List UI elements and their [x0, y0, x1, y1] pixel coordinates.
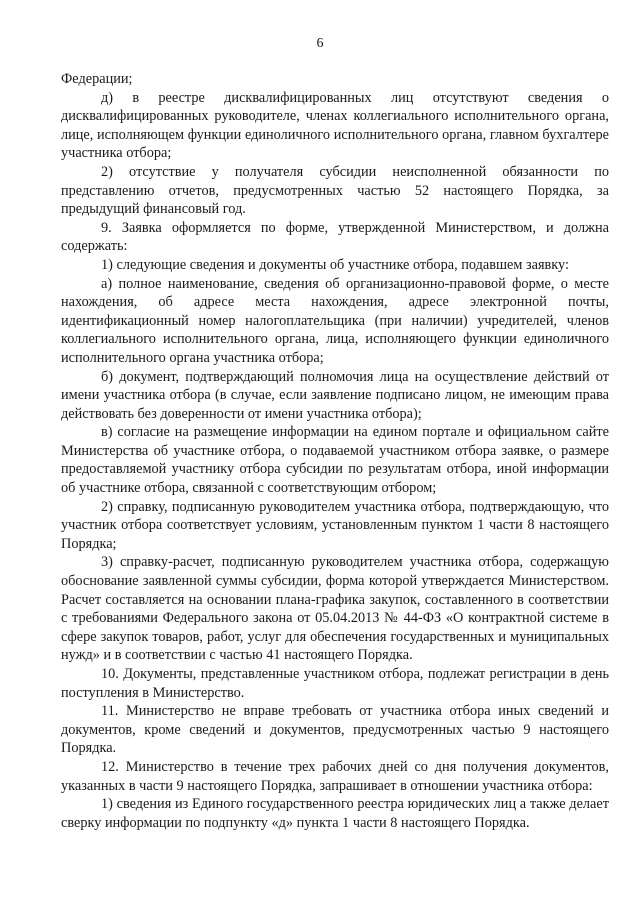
paragraph-9-2: 2) справку, подписанную руководителем участника отбора, подтверждающую, что участник отбора соответствует условиям, установленным пунктом 1 части 8 настоящего Порядка;: [61, 498, 609, 552]
paragraph-9-1: 1) следующие сведения и документы об участнике отбора, подавшем заявку:: [101, 256, 569, 273]
paragraph-9-1-a: а) полное наименование, сведения об организационно-правовой форме, о месте нахождения, об адресе места нахождения, адресе электронной почты, идентификационный номер налогоплательщика (при наличии) учредителей, членов коллегиального исполнительного органа, лица, исполняющего функции единоличного исполнительного органа участника отбора;: [61, 275, 609, 366]
paragraph-12: 12. Министерство в течение трех рабочих дней со дня получения документов, указанных в части 9 настоящего Порядка, запрашивает в отношении участника отбора:: [61, 758, 609, 794]
page-number: 6: [316, 36, 324, 51]
paragraph-9-1-b: б) документ, подтверждающий полномочия лица на осуществление действий от имени участника отбора (в случае, если заявление подписано лицом, не имеющим права действовать без доверенности от имени участника отбора);: [61, 368, 609, 422]
paragraph-9: 9. Заявка оформляется по форме, утвержденной Министерством, и должна содержать:: [61, 219, 609, 255]
paragraph-8-1-d: д) в реестре дисквалифицированных лиц отсутствуют сведения о дисквалифицированных руководителе, членах коллегиального исполнительного органа, лице, исполняющем функции единоличного исполнительного органа, главном бухгалтере участника отбора;: [61, 89, 609, 162]
paragraph-11: 11. Министерство не вправе требовать от участника отбора иных сведений и документов, кроме сведений и документов, предусмотренных частью 9 настоящего Порядка.: [61, 703, 609, 757]
paragraph-9-1-v: в) согласие на размещение информации на едином портале и официальном сайте Министерства об участнике отбора, о подаваемой участником отбора заявке, о размере предоставляемой участнику отбора субсидии по результатам отбора, иной информации об участнике отбора, связанной с соответствующим отбором;: [61, 424, 609, 497]
paragraph-continuation: Федерации;: [61, 71, 133, 87]
paragraph-9-3: 3) справку-расчет, подписанную руководителем участника отбора, содержащую обоснование заявленной суммы субсидии, форма которой утверждается Министерством. Расчет составляется на основании плана-графика закупок, составленного в соответствии с требованиями Федерального закона от 05.04.2013 № 44-ФЗ «О контрактной системе в сфере закупок товаров, работ, услуг для обеспечения государственных и муниципальных нужд» и в соответствии с частью 41 настоящего Порядка.: [61, 554, 609, 664]
paragraph-10: 10. Документы, представленные участником отбора, подлежат регистрации в день поступления в Министерство.: [61, 666, 609, 701]
paragraph-8-2: 2) отсутствие у получателя субсидии неисполненной обязанности по представлению отчетов, предусмотренных частью 52 настоящего Порядка, за предыдущий финансовый год.: [61, 163, 609, 218]
document-body: [61, 70, 609, 832]
paragraph-12-1: 1) сведения из Единого государственного реестра юридических лиц а также делает сверку информации по подпункту «д» пункта 1 части 8 настоящего Порядка.: [61, 796, 609, 831]
